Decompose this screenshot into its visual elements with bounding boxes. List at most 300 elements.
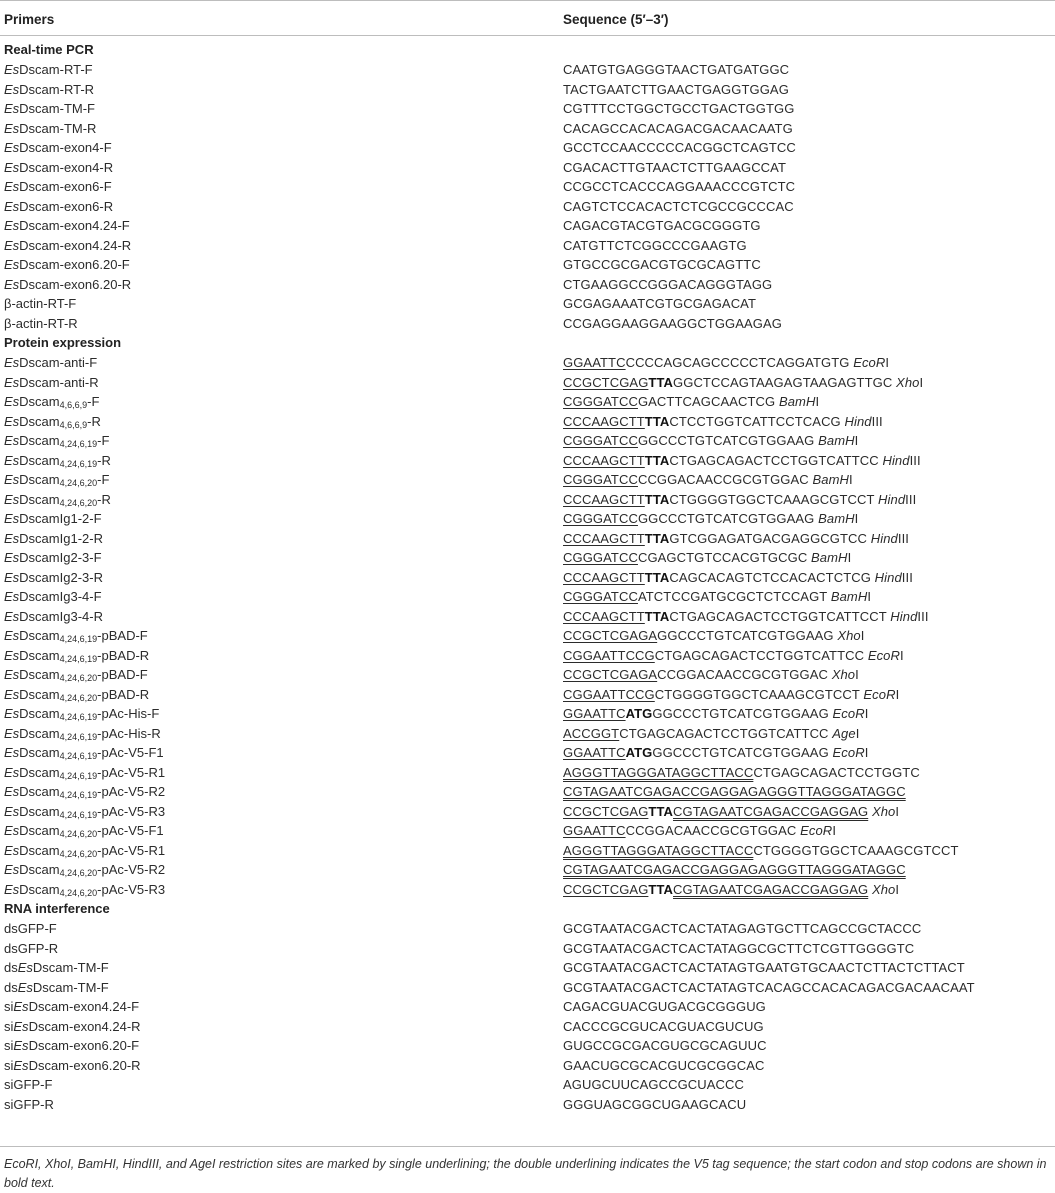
primer-name [4, 919, 57, 939]
primer-name [4, 1036, 139, 1056]
table-row [0, 782, 1055, 802]
primer-name-part: Dscam-RT-F [19, 62, 93, 77]
section-heading: Real-time PCR [4, 42, 94, 57]
table-row [0, 568, 1055, 588]
primer-sequence [563, 294, 756, 314]
sequence-part: Hind [874, 569, 902, 585]
primer-name-part: Dscam [19, 628, 60, 643]
sequence-part: CTGGGGTGGCTCAAAGCGTCCT [669, 491, 879, 507]
primer-name-part: Es [4, 862, 20, 877]
primer-name [4, 412, 101, 432]
primer-name-part: 4,24,6,20 [59, 497, 98, 508]
primer-name [4, 197, 113, 217]
primer-name-part: Es [4, 823, 20, 838]
sequence-part: ACCGGT [563, 725, 620, 741]
sequence-part: Hind [844, 413, 872, 429]
table-row [0, 314, 1055, 334]
sequence-part: Hind [890, 608, 918, 624]
primer-sequence [563, 880, 899, 900]
sequence-part: GGAATTC [563, 355, 626, 370]
table-row [0, 802, 1055, 822]
sequence-part: CAGTCTCCACACTCTCGCCGCCCAC [563, 198, 794, 214]
primer-name-part: Es [4, 608, 20, 624]
primer-name-part: 4,24,6,20 [59, 868, 98, 878]
primer-name-part: Es [4, 725, 20, 741]
sequence-part: Xho [896, 374, 920, 390]
primer-name-part: Dscam-exon4.24-F [28, 999, 140, 1014]
section-heading: Protein expression [4, 335, 122, 350]
primer-name-part: 4,6,6,9 [59, 419, 88, 430]
primer-name-part: Es [4, 81, 20, 97]
sequence-part: GGCCCTGTCATCGTGGAAG [652, 706, 833, 721]
primer-name-part: Es [4, 589, 20, 604]
table-row [0, 177, 1055, 197]
primer-sequence [563, 255, 761, 275]
primer-name [4, 880, 165, 900]
header-sequence: Sequence (5′–3′) [563, 12, 669, 27]
primer-name [4, 802, 165, 822]
primer-name-part: 4,24,6,20 [59, 673, 98, 683]
primer-name-part: -F [97, 472, 110, 487]
primer-name [4, 529, 103, 549]
primer-name-part: 4,24,6,20 [59, 692, 98, 703]
table-row [0, 99, 1055, 119]
primer-name [4, 99, 95, 119]
primer-name [4, 1075, 52, 1095]
primer-name-part: Dscam [19, 803, 60, 819]
primer-sequence [563, 607, 929, 627]
primer-name-part: Dscam-exon4.24-R [28, 1018, 141, 1034]
sequence-part: CTGGGGTGGCTCAAAGCGTCCT [654, 686, 864, 702]
primer-name-part: si [4, 1038, 14, 1053]
table-row [0, 236, 1055, 256]
primer-name [4, 568, 103, 588]
primer-name-part: Es [4, 530, 20, 546]
primer-name-part: Es [4, 257, 20, 272]
sequence-part: CACAGCCACACAGACGACAACAATG [563, 120, 793, 136]
sequence-part: CAGACGUACGUGACGCGGGUG [563, 999, 766, 1014]
primer-name [4, 548, 102, 568]
sequence-part: EcoR [863, 686, 896, 702]
sequence-part: CGGGATCC [563, 394, 638, 409]
primer-sequence [563, 978, 975, 998]
section-heading-row [0, 333, 1055, 353]
sequence-part: BamH [778, 394, 816, 409]
sequence-part: CAGACGTACGTGACGCGGGTG [563, 218, 761, 233]
table-row [0, 275, 1055, 295]
primer-name-part: ds [4, 960, 18, 975]
primer-name-part: Es [4, 276, 20, 292]
primer-name-part: si [4, 1057, 14, 1073]
primer-name [4, 724, 161, 744]
primer-name-part: Es [4, 413, 20, 429]
sequence-part: I [815, 394, 820, 409]
table-row [0, 451, 1055, 471]
primer-sequence [563, 392, 819, 412]
primer-name [4, 373, 99, 393]
primer-name-part: Es [4, 803, 20, 819]
primer-sequence [563, 665, 859, 685]
primer-name-part: dsGFP-F [4, 921, 57, 936]
primer-sequence [563, 548, 851, 568]
primer-sequence [563, 470, 853, 490]
sequence-part: GGCCCTGTCATCGTGGAAG [652, 745, 833, 760]
primer-name-part: Dscam [19, 472, 60, 487]
primer-name-part: -R [97, 491, 111, 507]
primer-name-part: DscamIg1-2-R [19, 530, 103, 546]
primer-sequence [563, 509, 858, 529]
sequence-part: CCGCTCGAGA [563, 667, 658, 682]
primer-name-part: -pAc-His-R [97, 725, 161, 741]
primer-name-part: Dscam [19, 881, 60, 897]
sequence-part: CCCCAGCAGCCCCCTCAGGATGTG [625, 355, 854, 370]
primer-sequence [563, 821, 836, 841]
primer-name [4, 685, 149, 705]
sequence-part: EcoR [853, 355, 886, 370]
sequence-part: III [871, 413, 883, 429]
table-row [0, 353, 1055, 373]
primer-name-part: DscamIg3-4-F [19, 589, 102, 604]
primer-name [4, 119, 96, 139]
primer-name-part: Dscam-anti-F [19, 355, 98, 370]
table-row [0, 529, 1055, 549]
table-row [0, 607, 1055, 627]
primer-name-part: 4,24,6,20 [59, 829, 98, 839]
primer-name [4, 1095, 54, 1115]
primer-name-part: Es [4, 511, 20, 526]
primer-sequence [563, 802, 899, 822]
sequence-part: GGCCCTGTCATCGTGGAAG [637, 511, 819, 526]
primer-name [4, 470, 109, 490]
sequence-part: CCCAAGCTT [563, 413, 645, 429]
primer-name-part: Dscam [19, 686, 60, 702]
primer-name-part: 4,24,6,19 [59, 458, 98, 469]
table-body [0, 40, 1055, 1114]
primer-name-part: -pBAD-R [97, 686, 150, 702]
table-row [0, 587, 1055, 607]
primer-name-part: Es [13, 1038, 29, 1053]
primer-name-part: DscamIg1-2-F [19, 511, 102, 526]
primer-name-part: Dscam-exon6.20-R [19, 276, 132, 292]
primer-sequence [563, 490, 916, 510]
sequence-part: CGACACTTGTAACTCTTGAAGCCAT [563, 159, 787, 175]
primer-name [4, 80, 94, 100]
table-row [0, 197, 1055, 217]
primer-name-part: Es [4, 355, 20, 370]
sequence-part: I [860, 628, 865, 643]
table-row [0, 743, 1055, 763]
sequence-part: GUGCCGCGACGUGCGCAGUUC [563, 1038, 767, 1053]
sequence-part: GGCCCTGTCATCGTGGAAG [657, 628, 838, 643]
table-row [0, 704, 1055, 724]
sequence-part: TTA [648, 881, 674, 897]
primer-name [4, 490, 111, 510]
sequence-part: GAACUGCGCACGUCGCGGCAC [563, 1057, 765, 1073]
table-row [0, 1056, 1055, 1076]
primer-name-part: Es [4, 433, 20, 448]
sequence-part: Xho [831, 667, 856, 682]
primer-name-part: Dscam [19, 745, 60, 760]
primer-name-part: Es [17, 979, 33, 995]
sequence-part: I [855, 667, 859, 682]
primer-name-part: -pBAD-R [97, 647, 150, 663]
primer-name [4, 939, 58, 959]
primer-name [4, 607, 103, 627]
primer-sequence [563, 216, 761, 236]
primer-name-part: -F [97, 433, 110, 448]
sequence-part: CGAGCTGTCCACGTGCGC [637, 550, 812, 565]
primer-name-part: Es [4, 686, 20, 702]
primer-name [4, 1056, 141, 1076]
sequence-part: CTGAGCAGACTCCTGGTCATTCC [619, 725, 833, 741]
sequence-part: BamH [812, 472, 850, 487]
primer-name-part: Dscam-RT-R [19, 81, 95, 97]
primer-name-part: Es [13, 999, 29, 1014]
sequence-part: I [832, 823, 837, 838]
primer-name [4, 158, 113, 178]
sequence-part: EcoR [867, 647, 901, 663]
sequence-part: CGGGATCC [563, 550, 638, 565]
table-row [0, 216, 1055, 236]
sequence-part: III [897, 530, 909, 546]
sequence-part: CCGGACAACCGCGTGGAC [625, 823, 801, 838]
sequence-part: Hind [882, 452, 910, 468]
primer-name-part: Dscam [19, 491, 60, 507]
sequence-part: I [854, 433, 859, 448]
sequence-part: TTA [648, 803, 674, 819]
primer-sequence [563, 80, 789, 100]
primer-name [4, 978, 109, 998]
sequence-part: GGAATTC [563, 823, 626, 838]
sequence-part: GTCGGAGATGACGAGGCGTCC [669, 530, 871, 546]
primer-name-part: Dscam-TM-R [19, 120, 97, 136]
primer-name-part: Dscam [19, 452, 60, 468]
primer-name [4, 958, 109, 978]
primer-name-part: -pAc-V5-R2 [97, 862, 166, 877]
primer-name-part: 4,24,6,19 [59, 770, 98, 781]
primer-name-part: Es [13, 1057, 29, 1073]
primer-name-part: Es [4, 120, 20, 136]
table-row [0, 763, 1055, 783]
primer-name-part: Dscam [19, 823, 60, 838]
table-row [0, 997, 1055, 1017]
table-row [0, 880, 1055, 900]
sequence-part: III [901, 569, 913, 585]
primer-sequence [563, 451, 921, 471]
primer-name-part: Dscam-anti-R [19, 374, 99, 390]
header-primers: Primers [4, 12, 55, 27]
table-row [0, 958, 1055, 978]
sequence-part: III [909, 452, 921, 468]
primer-sequence [563, 197, 794, 217]
sequence-part: TTA [648, 374, 674, 390]
primer-name-part: Dscam [19, 725, 60, 741]
sequence-part: CCGAGGAAGGAAGGCTGGAAGAG [563, 315, 783, 331]
primer-name-part: ds [4, 979, 18, 995]
sequence-part: CCCAAGCTT [563, 491, 645, 507]
primer-name-part: si [4, 999, 14, 1014]
primer-name-part: Es [4, 667, 20, 682]
sequence-part: ATCTCCGATGCGCTCTCCAGT [637, 589, 831, 604]
table-row [0, 138, 1055, 158]
sequence-part: CGGAATTCCG [563, 686, 655, 702]
primer-name-part: Dscam [19, 413, 60, 429]
sequence-part: GCGTAATACGACTCACTATAGAGTGCTTCAGCCGCTACCC [563, 921, 922, 936]
sequence-part: CGTAGAATCGAGACCGAGGAGAGGGTTAGGGATAGGC [563, 784, 906, 799]
sequence-part: Xho [871, 803, 896, 819]
sequence-part: ATG [625, 706, 653, 721]
primer-name [4, 294, 76, 314]
primer-name-part: Dscam [19, 784, 60, 799]
section-heading-row [0, 899, 1055, 919]
primer-name-part: Es [4, 647, 20, 663]
primer-name-part: 4,24,6,19 [59, 439, 98, 449]
primer-name-part: DscamIg3-4-R [19, 608, 103, 624]
sequence-part: I [867, 589, 872, 604]
primer-name [4, 763, 165, 783]
primer-sequence [563, 626, 864, 646]
sequence-part: GTGCCGCGACGTGCGCAGTTC [563, 257, 761, 272]
primer-name-part: Dscam-exon6.20-R [28, 1057, 141, 1073]
primer-sequence [563, 236, 747, 256]
primer-name-part: Es [4, 569, 20, 585]
primer-name-part: Es [4, 842, 20, 858]
primer-name [4, 509, 102, 529]
primer-name-part: -pBAD-F [97, 667, 148, 682]
primer-sequence [563, 529, 909, 549]
primer-name [4, 275, 131, 295]
primer-name-part: 4,6,6,9 [59, 400, 88, 410]
primer-name [4, 177, 112, 197]
sequence-part: GCGTAATACGACTCACTATAGTGAATGTGCAACTCTTACTCTTACT [563, 960, 965, 975]
primer-name [4, 665, 148, 685]
primer-sequence [563, 841, 959, 861]
primer-name-part: Es [4, 472, 20, 487]
sequence-part: EcoR [800, 823, 833, 838]
sequence-part: CGTTTCCTGGCTGCCTGACTGGTGG [563, 101, 795, 116]
primer-name [4, 704, 159, 724]
primer-sequence [563, 685, 899, 705]
primer-sequence [563, 568, 913, 588]
sequence-part: CTGGGGTGGCTCAAAGCGTCCT [753, 842, 959, 858]
sequence-part: CACCCGCGUCACGUACGUCUG [563, 1018, 764, 1034]
primer-name-part: Es [4, 198, 20, 214]
table-row [0, 685, 1055, 705]
sequence-part: Age [832, 725, 856, 741]
primer-name-part: -pAc-V5-R3 [97, 803, 166, 819]
primer-name-part: Es [13, 1018, 29, 1034]
sequence-part: AGGGTTAGGGATAGGCTTACC [563, 842, 754, 858]
table-row [0, 373, 1055, 393]
primer-name-part: 4,24,6,20 [59, 478, 98, 488]
primer-sequence [563, 919, 921, 939]
primer-name-part: Es [4, 491, 20, 507]
primer-name-part: Dscam [19, 706, 60, 721]
sequence-part: CAATGTGAGGGTAACTGATGATGGC [563, 62, 790, 77]
sequence-part: I [895, 803, 900, 819]
sequence-part: CCGCTCGAG [563, 881, 649, 897]
table-row [0, 1017, 1055, 1037]
primer-name-part: 4,24,6,19 [59, 653, 98, 664]
sequence-part: III [917, 608, 929, 624]
primer-name [4, 821, 164, 841]
primer-sequence [563, 704, 868, 724]
sequence-part: CGTAGAATCGAGACCGAGGAG [673, 881, 869, 897]
sequence-part: BamH [818, 511, 855, 526]
sequence-part: TTA [644, 491, 670, 507]
primer-name-part: Es [4, 452, 20, 468]
sequence-part: CCGCTCGAG [563, 374, 649, 390]
primer-name-part: Dscam-exon6-R [19, 198, 114, 214]
primer-sequence [563, 60, 789, 80]
primer-name-part: -pAc-V5-R1 [97, 764, 166, 780]
primer-name-part: 4,24,6,20 [59, 848, 98, 859]
table-row [0, 119, 1055, 139]
primer-sequence [563, 99, 794, 119]
table-row [0, 490, 1055, 510]
primer-name [4, 646, 149, 666]
primer-name-part: Es [4, 237, 20, 253]
primer-name-part: Dscam-exon6.20-F [19, 257, 130, 272]
sequence-part: TACTGAATCTTGAACTGAGGTGGAG [563, 81, 789, 97]
primer-name [4, 860, 165, 880]
sequence-part: GGAATTC [563, 706, 626, 721]
table-row [0, 158, 1055, 178]
table-row [0, 821, 1055, 841]
primer-name-part: Dscam [19, 842, 60, 858]
sequence-part: GCCTCCAACCCCCACGGCTCAGTCC [563, 140, 796, 155]
primer-sequence [563, 373, 923, 393]
primer-sequence [563, 1017, 764, 1037]
primer-name [4, 314, 78, 334]
sequence-part: GCGTAATACGACTCACTATAGGCGCTTCTCGTTGGGGTC [563, 940, 915, 956]
sequence-part: EcoR [832, 745, 865, 760]
primer-name [4, 587, 102, 607]
table-row [0, 431, 1055, 451]
sequence-part: I [855, 725, 860, 741]
sequence-part: CCGCTCGAG [563, 803, 649, 819]
primer-sequence [563, 724, 859, 744]
primer-name-part: Dscam [19, 647, 60, 663]
primer-name [4, 451, 111, 471]
table-row [0, 80, 1055, 100]
sequence-part: CCGGACAACCGCGTGGAC [657, 667, 832, 682]
primer-name-part: -R [87, 413, 101, 429]
primer-name-part: Es [4, 101, 20, 116]
primer-name-part: -pAc-V5-R3 [97, 881, 166, 897]
table-row [0, 294, 1055, 314]
sequence-part: CTGAAGGCCGGGACAGGGTAGG [563, 276, 773, 292]
primer-name-part: siGFP-F [4, 1077, 53, 1092]
sequence-part: CTGAGCAGACTCCTGGTCATTCC [669, 452, 883, 468]
primer-sequence [563, 158, 786, 178]
sequence-part: CCGCCTCACCCAGGAAACCCGTCTC [563, 179, 796, 194]
primer-name-part: 4,24,6,19 [59, 731, 98, 742]
table-row [0, 470, 1055, 490]
primer-name [4, 60, 93, 80]
table-header [0, 1, 1055, 35]
primer-name-part: 4,24,6,19 [59, 712, 98, 722]
sequence-part: CGGGATCC [563, 511, 638, 526]
primer-name-part: Dscam [19, 764, 60, 780]
sequence-part: CCCAAGCTT [563, 530, 645, 546]
table-row [0, 724, 1055, 744]
sequence-part: CGGAATTCCG [563, 647, 655, 663]
primer-name-part: Es [4, 159, 20, 175]
sequence-part: I [885, 355, 890, 370]
table-row [0, 1036, 1055, 1056]
table-row [0, 1095, 1055, 1115]
